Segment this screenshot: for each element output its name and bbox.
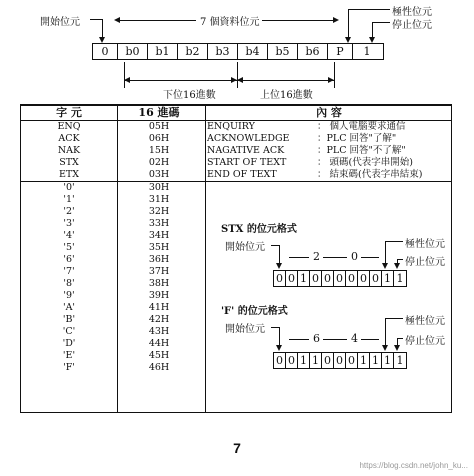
row-char: '3' bbox=[63, 218, 75, 229]
row-hex: 38H bbox=[148, 278, 170, 289]
bit-cell: 1 bbox=[358, 353, 370, 368]
stx-start-leader bbox=[279, 245, 280, 265]
f-parity-arrow-icon bbox=[382, 345, 388, 351]
row-char: '1' bbox=[63, 194, 75, 205]
table-row bbox=[21, 182, 451, 194]
row-hex: 15H bbox=[148, 145, 170, 156]
row-char: '4' bbox=[63, 230, 75, 241]
stx-nibble-high: 0 bbox=[351, 250, 358, 263]
row-char: '5' bbox=[63, 242, 75, 253]
stx-parity-arrow-icon bbox=[382, 263, 388, 269]
row-hex: 44H bbox=[148, 338, 170, 349]
frame-cell: b2 bbox=[178, 44, 208, 59]
row-char: 'B' bbox=[62, 314, 76, 325]
table-header bbox=[21, 106, 451, 121]
header-char: 字 元 bbox=[56, 106, 82, 119]
row-name: ENQUIRY bbox=[207, 121, 255, 132]
high-nibble-span bbox=[237, 80, 334, 81]
f-diagram-title: 'F' 的位元格式 bbox=[221, 306, 288, 317]
f-mid-span bbox=[323, 339, 347, 340]
bit-cell: 1 bbox=[396, 354, 404, 367]
f-parity-leader bbox=[385, 318, 403, 319]
low-nibble-span bbox=[124, 80, 237, 81]
start-bit-leader bbox=[90, 19, 102, 20]
stx-start-arrow-icon bbox=[276, 263, 282, 269]
high-nibble-label: 上位16進數 bbox=[260, 90, 313, 101]
row-char: 'E' bbox=[62, 350, 76, 361]
row-char: 'F' bbox=[63, 362, 75, 373]
stx-high-span bbox=[361, 257, 379, 258]
f-parity-label: 極性位元 bbox=[405, 316, 445, 327]
frame-cell: b6 bbox=[298, 44, 328, 59]
stx-low-span bbox=[289, 257, 309, 258]
f-bit-cells bbox=[273, 352, 407, 369]
f-nibble-low: 6 bbox=[313, 332, 320, 345]
header-content: 內 容 bbox=[316, 106, 342, 119]
row-hex: 06H bbox=[148, 133, 170, 144]
arrow-left-icon bbox=[124, 77, 130, 83]
bit-cell: 0 bbox=[334, 353, 346, 368]
table-row bbox=[21, 145, 451, 157]
parity-leader-v bbox=[348, 9, 349, 37]
arrow-right-icon bbox=[328, 77, 334, 83]
row-hex: 03H bbox=[148, 169, 170, 180]
row-char: ETX bbox=[58, 169, 80, 180]
bit-cell: 0 bbox=[334, 271, 346, 286]
stx-stop-label: 停止位元 bbox=[405, 257, 445, 268]
bit-cell: 0 bbox=[322, 353, 334, 368]
row-hex: 43H bbox=[148, 326, 170, 337]
bit-cell: 0 bbox=[286, 353, 298, 368]
bit-cell: 1 bbox=[310, 353, 322, 368]
table-row bbox=[21, 169, 451, 182]
f-low-span bbox=[289, 339, 309, 340]
f-nibble-high: 4 bbox=[351, 332, 358, 345]
start-bit-label: 開始位元 bbox=[40, 17, 80, 28]
row-hex: 02H bbox=[148, 157, 170, 168]
bit-cell: 1 bbox=[382, 271, 394, 286]
row-char: '8' bbox=[63, 278, 75, 289]
bit-cell: 1 bbox=[396, 272, 404, 285]
row-hex: 32H bbox=[148, 206, 170, 217]
row-name: END OF TEXT bbox=[207, 169, 277, 180]
frame-cell: b1 bbox=[148, 44, 178, 59]
row-char: '9' bbox=[63, 290, 75, 301]
row-hex: 42H bbox=[148, 314, 170, 325]
page-number: 7 bbox=[233, 440, 241, 456]
row-hex: 33H bbox=[148, 218, 170, 229]
row-char: NAK bbox=[57, 145, 81, 156]
row-char: 'D' bbox=[62, 338, 76, 349]
arrow-left-icon bbox=[114, 17, 120, 23]
table-row bbox=[21, 157, 451, 169]
frame-cell: b3 bbox=[208, 44, 238, 59]
row-name: ACKNOWLEDGE bbox=[207, 133, 290, 144]
stx-parity-leader bbox=[385, 241, 403, 242]
data-bits-bracket-left bbox=[118, 20, 196, 21]
f-start-leader-h bbox=[271, 327, 279, 328]
nibble-tick bbox=[237, 62, 238, 88]
data-bits-label: 7 個資料位元 bbox=[200, 17, 260, 28]
bit-cell: 0 bbox=[274, 353, 286, 368]
frame-cell: P bbox=[328, 44, 353, 59]
row-char: 'A' bbox=[62, 302, 76, 313]
bit-cell: 0 bbox=[370, 271, 382, 286]
frame-cell: b5 bbox=[268, 44, 298, 59]
nibble-tick bbox=[334, 62, 335, 88]
start-bit-leader-v bbox=[102, 19, 103, 37]
row-char: '0' bbox=[63, 182, 75, 193]
row-hex: 36H bbox=[148, 254, 170, 265]
arrow-right-icon bbox=[333, 17, 339, 23]
row-name: NAGATIVE ACK bbox=[207, 145, 285, 156]
stx-parity-label: 極性位元 bbox=[405, 239, 445, 250]
f-start-leader bbox=[279, 327, 280, 347]
f-start-label: 開始位元 bbox=[225, 324, 265, 335]
parity-leader bbox=[348, 9, 390, 10]
f-bit-diagram bbox=[205, 300, 451, 380]
row-desc: ：PLC 回答"了解" bbox=[317, 133, 397, 144]
row-hex: 41H bbox=[148, 302, 170, 313]
frame-cell: 1 bbox=[363, 45, 371, 58]
stop-bit-label: 停止位元 bbox=[392, 20, 432, 31]
row-char: STX bbox=[59, 157, 79, 168]
f-start-arrow-icon bbox=[276, 345, 282, 351]
bit-cell: 0 bbox=[346, 353, 358, 368]
row-hex: 05H bbox=[148, 121, 170, 132]
table-row bbox=[21, 121, 451, 133]
bit-cell: 0 bbox=[346, 271, 358, 286]
nibble-tick bbox=[124, 62, 125, 88]
bit-cell: 1 bbox=[298, 353, 310, 368]
character-code-table bbox=[20, 104, 452, 413]
row-char: '6' bbox=[63, 254, 75, 265]
bit-cell: 1 bbox=[382, 353, 394, 368]
row-hex: 35H bbox=[148, 242, 170, 253]
row-desc: ： 個人電腦要求通信 bbox=[317, 121, 406, 132]
bit-cell: 0 bbox=[274, 271, 286, 286]
frame-cells bbox=[92, 43, 384, 60]
stx-start-leader-h bbox=[271, 245, 279, 246]
stx-diagram-title: STX 的位元格式 bbox=[221, 224, 297, 235]
bit-cell: 1 bbox=[370, 353, 382, 368]
parity-bit-label: 極性位元 bbox=[392, 7, 432, 18]
data-bits-bracket-right bbox=[262, 20, 334, 21]
row-desc: ： 結束碼(代表字串結束) bbox=[317, 169, 423, 180]
low-nibble-label: 下位16進數 bbox=[163, 90, 216, 101]
frame-cell: b4 bbox=[238, 44, 268, 59]
row-char: ENQ bbox=[57, 121, 81, 132]
stx-parity-leader-v bbox=[385, 241, 386, 265]
row-hex: 39H bbox=[148, 290, 170, 301]
f-stop-label: 停止位元 bbox=[405, 336, 445, 347]
frame-cell: 0 bbox=[93, 44, 118, 59]
row-hex: 45H bbox=[148, 350, 170, 361]
watermark: https://blog.csdn.net/john_ku... bbox=[359, 461, 468, 470]
table-row bbox=[21, 194, 451, 206]
stop-leader-v bbox=[372, 22, 373, 37]
f-high-span bbox=[361, 339, 379, 340]
row-hex: 34H bbox=[148, 230, 170, 241]
stx-stop-arrow-icon bbox=[394, 263, 400, 269]
row-char: '2' bbox=[63, 206, 75, 217]
table-row bbox=[21, 206, 451, 218]
frame-cell: b0 bbox=[118, 44, 148, 59]
row-desc: ：PLC 回答"不了解" bbox=[317, 145, 406, 156]
table-row bbox=[21, 133, 451, 145]
stop-leader bbox=[372, 22, 390, 23]
row-hex: 31H bbox=[148, 194, 170, 205]
stx-mid-span bbox=[323, 257, 347, 258]
row-name: START OF TEXT bbox=[207, 157, 287, 168]
row-char: ACK bbox=[58, 133, 80, 144]
bit-cell: 0 bbox=[286, 271, 298, 286]
f-parity-leader-v bbox=[385, 318, 386, 347]
row-hex: 30H bbox=[148, 182, 170, 193]
row-hex: 37H bbox=[148, 266, 170, 277]
row-char: '7' bbox=[63, 266, 75, 277]
bit-cell: 0 bbox=[310, 271, 322, 286]
stx-bit-cells bbox=[273, 270, 407, 287]
header-hex: 16 進碼 bbox=[138, 106, 180, 119]
row-desc: ： 頭碼(代表字串開始) bbox=[317, 157, 413, 168]
bit-cell: 0 bbox=[322, 271, 334, 286]
row-hex: 46H bbox=[148, 362, 170, 373]
f-stop-arrow-icon bbox=[394, 345, 400, 351]
row-char: 'C' bbox=[62, 326, 76, 337]
bit-cell: 0 bbox=[358, 271, 370, 286]
stx-bit-diagram bbox=[205, 218, 451, 298]
stx-nibble-low: 2 bbox=[313, 250, 320, 263]
arrow-left-icon bbox=[237, 77, 243, 83]
stx-start-label: 開始位元 bbox=[225, 242, 265, 253]
bit-cell: 1 bbox=[298, 271, 310, 286]
